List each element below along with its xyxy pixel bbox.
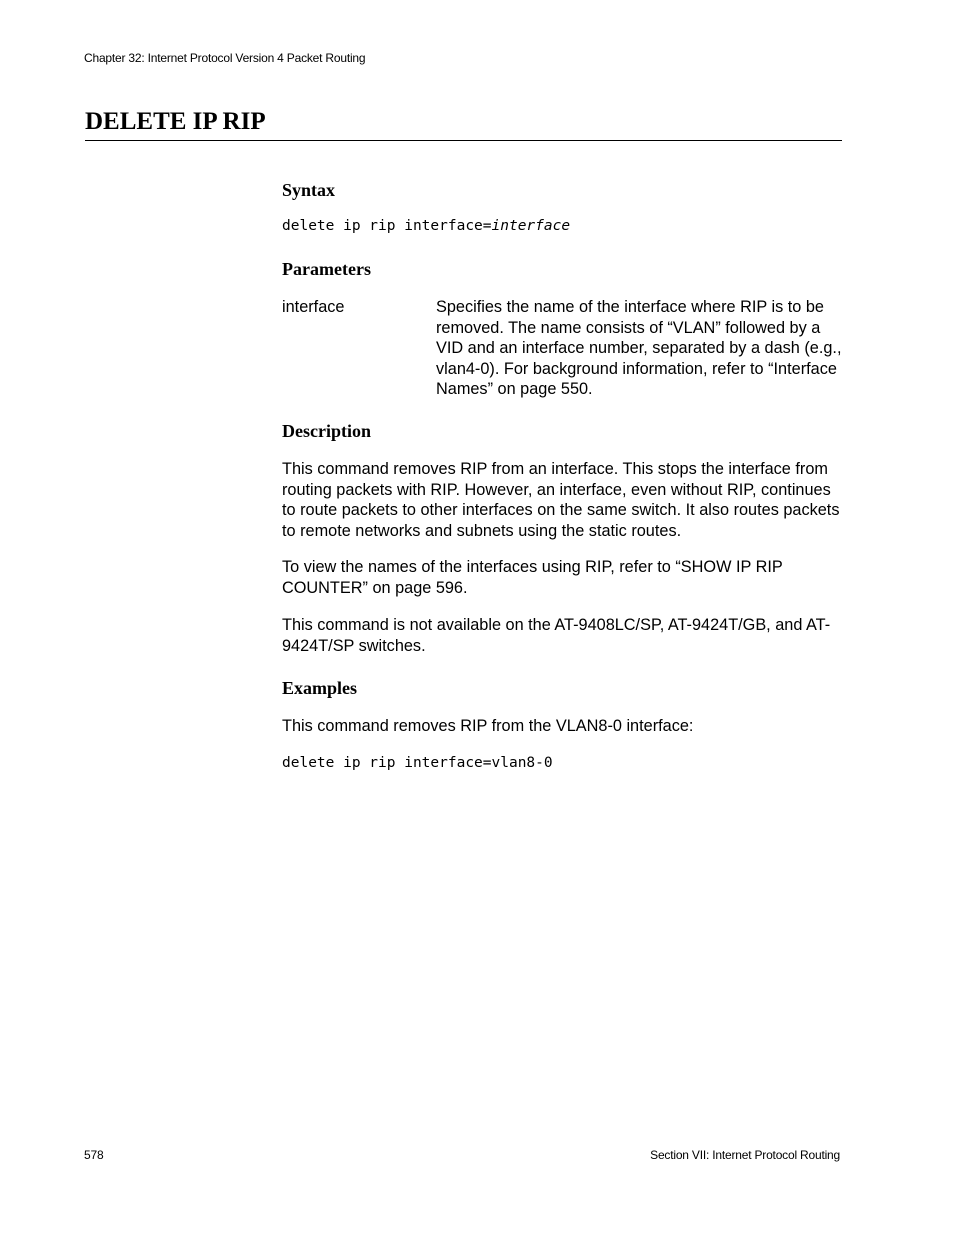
syntax-command-text: delete ip rip interface= (282, 218, 492, 234)
page-title: DELETE IP RIP (85, 108, 266, 135)
parameters-heading: Parameters (282, 259, 371, 279)
footer-section: Section VII: Internet Protocol Routing (650, 1148, 840, 1162)
description-paragraph-3: This command is not available on the AT-9408LC/SP, AT-9424T/GB, and AT-9424T/SP switches. (282, 616, 831, 655)
description-paragraph-1: This command removes RIP from an interface. This stops the interface from routing packets with RIP. However, an interface, even without RIP, continues to route packets to other interfaces on the same switch. It also routes packets to remote networks and subnets using the static routes. (282, 460, 840, 540)
syntax-command (282, 216, 570, 236)
title-rule (85, 140, 842, 141)
example-command: delete ip rip interface=vlan8-0 (282, 755, 553, 771)
page-number: 578 (84, 1148, 104, 1162)
parameter-description: Specifies the name of the interface where RIP is to be removed. The name consists of “VLAN” followed by a VID and an interface number, separated by a dash (e.g., vlan4-0). For background information, refer to “Interface Names” on page 550. (436, 298, 842, 398)
syntax-heading: Syntax (282, 180, 336, 200)
parameter-name: interface (282, 298, 345, 316)
examples-intro: This command removes RIP from the VLAN8-0 interface: (282, 717, 694, 735)
examples-heading: Examples (282, 678, 358, 698)
running-header: Chapter 32: Internet Protocol Version 4 Packet Routing (84, 51, 366, 65)
syntax-argument: interface (491, 218, 571, 234)
description-heading: Description (282, 421, 371, 441)
description-paragraph-2: To view the names of the interfaces using RIP, refer to “SHOW IP RIP COUNTER” on page 596. (282, 558, 783, 597)
